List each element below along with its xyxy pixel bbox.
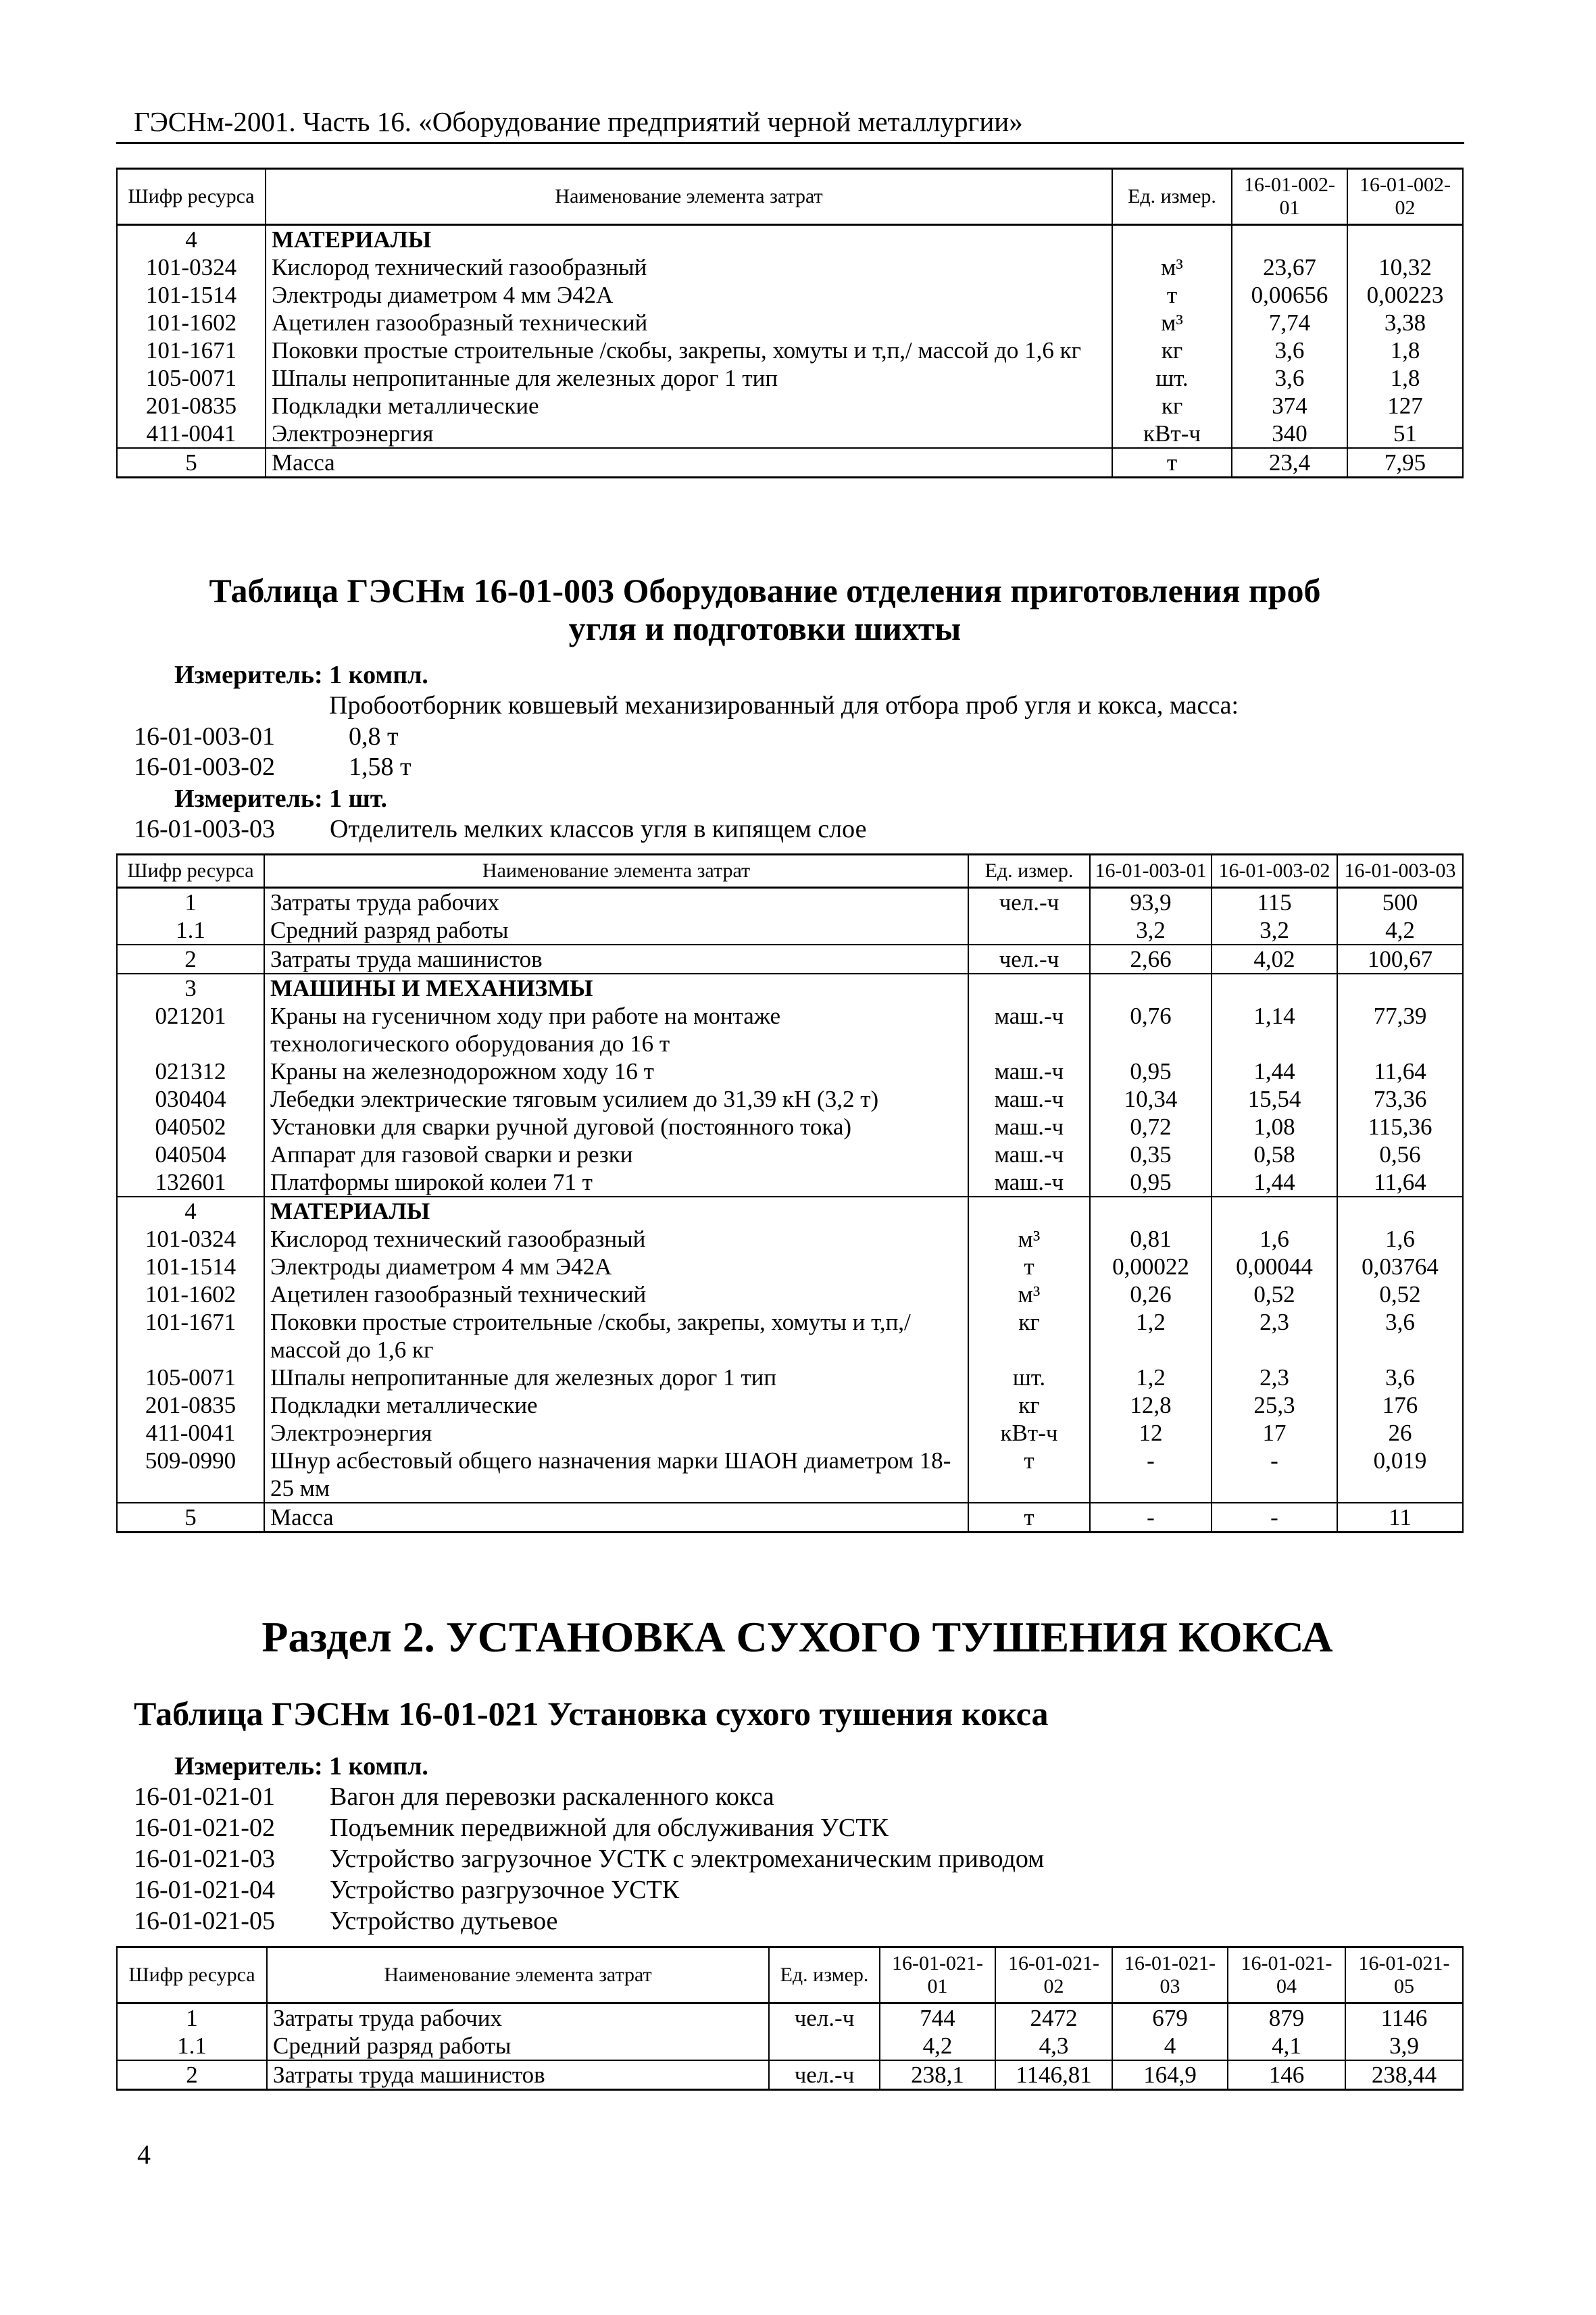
item-line: [134, 814, 866, 844]
cell-code: 5: [117, 1503, 264, 1533]
cell-value: 3,6: [1337, 1308, 1463, 1364]
cell-value: 1,2: [1090, 1364, 1212, 1391]
cell-value: 340: [1232, 420, 1347, 448]
table-row: [117, 1364, 1463, 1391]
cell-value: 0,81: [1090, 1225, 1212, 1253]
cell-value: -: [1090, 1503, 1212, 1533]
cell-unit: маш.-ч: [968, 1113, 1090, 1141]
cell-name: Краны на гусеничном ходу при работе на монтаже технологического оборудования до 16 т: [264, 1002, 968, 1057]
table-row: [117, 1168, 1463, 1197]
cell-code: 101-1514: [117, 281, 266, 309]
cell-value: 1,8: [1347, 337, 1463, 364]
item-code: 16-01-003-02: [134, 753, 275, 781]
cell-code: 101-1671: [117, 337, 266, 364]
table-description: Пробоотборник ковшевый механизированный для отбора проб угля и кокса, масса:: [329, 691, 1239, 720]
cell-name: Кислород технический газообразный: [264, 1225, 968, 1253]
item-text: Устройство дутьевое: [330, 1907, 558, 1935]
cell-unit: кг: [1112, 337, 1232, 364]
cell-value: 1146: [1345, 2003, 1463, 2033]
cell-name: Аппарат для газовой сварки и резки: [264, 1141, 968, 1168]
cell-value: [1212, 974, 1337, 1002]
cell-value: 1,44: [1212, 1057, 1337, 1085]
item-code: 16-01-021-03: [134, 1845, 275, 1873]
cell-unit: кг: [968, 1391, 1090, 1419]
cell-name: Платформы широкой колеи 71 т: [264, 1168, 968, 1197]
cell-value: 2,66: [1090, 945, 1212, 974]
table-row: [117, 1113, 1463, 1141]
table-row: [117, 1057, 1463, 1085]
cell-name: Средний разряд работы: [267, 2032, 769, 2060]
cell-name: Шнур асбестовый общего назначения марки ШАОН диаметром 18-25 мм: [264, 1447, 968, 1503]
cell-value: 3,6: [1232, 364, 1347, 392]
cell-name: Средний разряд работы: [264, 916, 968, 945]
cell-code: 132601: [117, 1168, 264, 1197]
cell-value: [1212, 1197, 1337, 1225]
cell-code: 030404: [117, 1085, 264, 1113]
item-line: [134, 752, 412, 782]
cell-name: Затраты труда рабочих: [264, 888, 968, 917]
table-row: [117, 945, 1463, 974]
item-text: Устройство загрузочное УСТК с электромеханическим приводом: [330, 1845, 1045, 1873]
col-header-norm: 16-01-021-02: [995, 1947, 1112, 2003]
cell-value: 73,36: [1337, 1085, 1463, 1113]
item-code: 16-01-003-03: [134, 815, 275, 843]
cell-value: 17: [1212, 1419, 1337, 1447]
cell-value: 0,95: [1090, 1057, 1212, 1085]
col-header-code: Шифр ресурса: [117, 169, 266, 225]
cell-unit: маш.-ч: [968, 1141, 1090, 1168]
cell-code: 3: [117, 974, 264, 1002]
table-row: [117, 225, 1463, 254]
item-text: Устройство разгрузочное УСТК: [330, 1876, 680, 1904]
cell-name: Электроэнергия: [264, 1419, 968, 1447]
cell-code: 411-0041: [117, 1419, 264, 1447]
cell-value: 11,64: [1337, 1057, 1463, 1085]
cell-code: 101-0324: [117, 253, 266, 281]
table-row: [117, 916, 1463, 945]
table-row: [117, 1447, 1463, 1503]
cell-value: 3,6: [1337, 1364, 1463, 1391]
col-header-norm: 16-01-021-04: [1228, 1947, 1345, 2003]
cell-unit: т: [1112, 448, 1232, 478]
cell-value: [1090, 1197, 1212, 1225]
cell-value: 238,44: [1345, 2060, 1463, 2090]
item-text: Вагон для перевозки раскаленного кокса: [330, 1783, 774, 1811]
cell-value: 3,2: [1090, 916, 1212, 945]
table-16-01-002: [116, 168, 1464, 478]
cell-value: 4,3: [995, 2032, 1112, 2060]
cell-name: Электроэнергия: [266, 420, 1112, 448]
cell-name: Затраты труда машинистов: [267, 2060, 769, 2090]
cell-value: 3,38: [1347, 309, 1463, 337]
table-row: [117, 1225, 1463, 1253]
cell-name: Масса: [266, 448, 1112, 478]
cell-unit: чел.-ч: [968, 888, 1090, 917]
cell-value: 1,6: [1212, 1225, 1337, 1253]
cell-unit: кг: [968, 1308, 1090, 1364]
cell-value: 744: [880, 2003, 995, 2033]
cell-value: 164,9: [1112, 2060, 1228, 2090]
cell-value: 4,1: [1228, 2032, 1345, 2060]
cell-name: Ацетилен газообразный технический: [266, 309, 1112, 337]
cell-name: Подкладки металлические: [266, 392, 1112, 420]
cell-value: [1337, 1197, 1463, 1225]
cell-value: 11,64: [1337, 1168, 1463, 1197]
cell-name: Краны на железнодорожном ходу 16 т: [264, 1057, 968, 1085]
cell-value: 0,56: [1337, 1141, 1463, 1168]
col-header-norm: 16-01-021-01: [880, 1947, 995, 2003]
table-row: [117, 281, 1463, 309]
item-line: [134, 1844, 1044, 1874]
table-row: [117, 1253, 1463, 1280]
table-row: [117, 1503, 1463, 1533]
item-code: 16-01-021-05: [134, 1907, 275, 1935]
cell-code: 021312: [117, 1057, 264, 1085]
cell-value: 0,019: [1337, 1447, 1463, 1503]
item-code: 16-01-021-02: [134, 1814, 275, 1842]
cell-name: Шпалы непропитанные для железных дорог 1 тип: [266, 364, 1112, 392]
cell-value: 1,08: [1212, 1113, 1337, 1141]
cell-code: 105-0071: [117, 1364, 264, 1391]
cell-unit: кг: [1112, 392, 1232, 420]
cell-value: 879: [1228, 2003, 1345, 2033]
cell-value: 7,74: [1232, 309, 1347, 337]
cell-unit: шт.: [1112, 364, 1232, 392]
cell-value: -: [1212, 1447, 1337, 1503]
table-row: [117, 2060, 1463, 2090]
item-line: [134, 1906, 557, 1936]
cell-name: Шпалы непропитанные для железных дорог 1 тип: [264, 1364, 968, 1391]
cell-name: Кислород технический газообразный: [266, 253, 1112, 281]
cell-code: 4: [117, 1197, 264, 1225]
cell-value: 10,34: [1090, 1085, 1212, 1113]
col-header-name: Наименование элемента затрат: [266, 169, 1112, 225]
cell-code: 040502: [117, 1113, 264, 1141]
item-text: 1,58 т: [349, 753, 412, 781]
cell-value: 4,02: [1212, 945, 1337, 974]
cell-value: 0,00656: [1232, 281, 1347, 309]
col-header-unit: Ед. измер.: [769, 1947, 880, 2003]
cell-code: 201-0835: [117, 1391, 264, 1419]
cell-value: 238,1: [880, 2060, 995, 2090]
cell-code: 4: [117, 225, 266, 254]
table-row: [117, 392, 1463, 420]
cell-unit: [968, 974, 1090, 1002]
item-line: [134, 1813, 889, 1843]
cell-value: 12: [1090, 1419, 1212, 1447]
measure-label: Измеритель: 1 компл.: [174, 661, 428, 689]
cell-value: [1347, 225, 1463, 254]
cell-code: 1.1: [117, 2032, 267, 2060]
cell-value: 0,00022: [1090, 1253, 1212, 1280]
cell-value: 0,52: [1337, 1280, 1463, 1308]
table-row: [117, 364, 1463, 392]
cell-code: 1: [117, 888, 264, 917]
cell-value: 1,6: [1337, 1225, 1463, 1253]
cell-unit: м³: [1112, 253, 1232, 281]
cell-value: 0,58: [1212, 1141, 1337, 1168]
cell-name: Установки для сварки ручной дуговой (постоянного тока): [264, 1113, 968, 1141]
item-text: Отделитель мелких классов угля в кипящем слое: [330, 815, 867, 843]
col-header-norm: 16-01-003-03: [1337, 855, 1463, 888]
cell-value: 127: [1347, 392, 1463, 420]
cell-value: 51: [1347, 420, 1463, 448]
table-row: [117, 888, 1463, 917]
cell-unit: маш.-ч: [968, 1085, 1090, 1113]
cell-unit: маш.-ч: [968, 1002, 1090, 1057]
cell-value: 12,8: [1090, 1391, 1212, 1419]
cell-value: 0,00044: [1212, 1253, 1337, 1280]
cell-value: 0,26: [1090, 1280, 1212, 1308]
cell-value: 23,67: [1232, 253, 1347, 281]
table-header-row: [117, 1947, 1463, 2003]
col-header-norm: 16-01-002-01: [1232, 169, 1347, 225]
cell-value: 146: [1228, 2060, 1345, 2090]
table-16-01-003: [116, 853, 1464, 1533]
cell-value: 1,2: [1090, 1308, 1212, 1364]
table-header-row: [117, 169, 1463, 225]
cell-name: Затраты труда машинистов: [264, 945, 968, 974]
cell-value: 4,2: [880, 2032, 995, 2060]
header-rule: [116, 142, 1464, 144]
table-row: [117, 1141, 1463, 1168]
cell-code: 105-0071: [117, 364, 266, 392]
col-header-code: Шифр ресурса: [117, 855, 264, 888]
cell-unit: [968, 916, 1090, 945]
cell-value: -: [1090, 1447, 1212, 1503]
cell-code: 201-0835: [117, 392, 266, 420]
cell-name: Затраты труда рабочих: [267, 2003, 769, 2033]
col-header-unit: Ед. измер.: [1112, 169, 1232, 225]
cell-code: 1: [117, 2003, 267, 2033]
table-row: [117, 1002, 1463, 1057]
cell-code: 101-0324: [117, 1225, 264, 1253]
item-code: 16-01-021-01: [134, 1783, 275, 1811]
cell-unit: чел.-ч: [769, 2060, 880, 2090]
col-header-norm: 16-01-021-03: [1112, 1947, 1228, 2003]
col-header-norm: 16-01-003-02: [1212, 855, 1337, 888]
cell-unit: т: [1112, 281, 1232, 309]
table-row: [117, 1197, 1463, 1225]
item-line: [134, 1875, 679, 1905]
cell-unit: [1112, 225, 1232, 254]
table-body: [117, 888, 1463, 1533]
table-row: [117, 420, 1463, 448]
cell-value: 0,35: [1090, 1141, 1212, 1168]
cell-value: 1146,81: [995, 2060, 1112, 2090]
cell-unit: шт.: [968, 1364, 1090, 1391]
table-row: [117, 1391, 1463, 1419]
cell-value: [1090, 974, 1212, 1002]
cell-code: 1.1: [117, 916, 264, 945]
cell-value: 0,00223: [1347, 281, 1463, 309]
cell-value: 100,67: [1337, 945, 1463, 974]
table-row: [117, 1308, 1463, 1364]
cell-code: 2: [117, 945, 264, 974]
col-header-code: Шифр ресурса: [117, 1947, 267, 2003]
cell-value: 7,95: [1347, 448, 1463, 478]
cell-value: 0,52: [1212, 1280, 1337, 1308]
cell-code: 101-1602: [117, 1280, 264, 1308]
table-row: [117, 253, 1463, 281]
cell-unit: м³: [968, 1280, 1090, 1308]
cell-value: 0,95: [1090, 1168, 1212, 1197]
section-title: Раздел 2. УСТАНОВКА СУХОГО ТУШЕНИЯ КОКСА: [261, 1613, 1333, 1661]
cell-code: 5: [117, 448, 266, 478]
cell-value: 1,8: [1347, 364, 1463, 392]
cell-value: -: [1212, 1503, 1337, 1533]
cell-code: 2: [117, 2060, 267, 2090]
cell-name: Масса: [264, 1503, 968, 1533]
cell-name: Лебедки электрические тяговым усилием до 31,39 кН (3,2 т): [264, 1085, 968, 1113]
col-header-norm: 16-01-021-05: [1345, 1947, 1463, 2003]
measure-label: Измеритель: 1 шт.: [174, 785, 388, 813]
cell-value: 26: [1337, 1419, 1463, 1447]
cell-value: [1232, 225, 1347, 254]
cell-unit: маш.-ч: [968, 1057, 1090, 1085]
cell-value: 2,3: [1212, 1364, 1337, 1391]
cell-code: 101-1514: [117, 1253, 264, 1280]
cell-value: 2,3: [1212, 1308, 1337, 1364]
cell-unit: кВт-ч: [1112, 420, 1232, 448]
cell-value: 1,44: [1212, 1168, 1337, 1197]
table-row: [117, 2032, 1463, 2060]
cell-value: 374: [1232, 392, 1347, 420]
cell-code: 101-1602: [117, 309, 266, 337]
cell-value: 176: [1337, 1391, 1463, 1419]
cell-value: 115: [1212, 888, 1337, 917]
item-code: 16-01-003-01: [134, 722, 275, 751]
cell-unit: т: [968, 1253, 1090, 1280]
table-row: [117, 1280, 1463, 1308]
cell-value: 2472: [995, 2003, 1112, 2033]
cell-value: 1,14: [1212, 1002, 1337, 1057]
cell-unit: [968, 1197, 1090, 1225]
cell-unit: [769, 2032, 880, 2060]
cell-code: 021201: [117, 1002, 264, 1057]
page-number: 4: [137, 2139, 151, 2170]
cell-code: 101-1671: [117, 1308, 264, 1364]
cell-unit: маш.-ч: [968, 1168, 1090, 1197]
table-body: [117, 225, 1463, 478]
cell-code: 411-0041: [117, 420, 266, 448]
cell-name: Поковки простые строительные /скобы, закрепы, хомуты и т,п,/ массой до 1,6 кг: [266, 337, 1112, 364]
cell-value: 500: [1337, 888, 1463, 917]
cell-value: 23,4: [1232, 448, 1347, 478]
table-row: [117, 2003, 1463, 2033]
cell-value: 4,2: [1337, 916, 1463, 945]
col-header-name: Наименование элемента затрат: [267, 1947, 769, 2003]
cell-unit: чел.-ч: [968, 945, 1090, 974]
cell-name: Электроды диаметром 4 мм Э42А: [264, 1253, 968, 1280]
cell-value: 3,2: [1212, 916, 1337, 945]
cell-unit: т: [968, 1503, 1090, 1533]
cell-value: 77,39: [1337, 1002, 1463, 1057]
cell-code: 509-0990: [117, 1447, 264, 1503]
cell-value: 93,9: [1090, 888, 1212, 917]
cell-value: [1337, 974, 1463, 1002]
cell-value: 115,36: [1337, 1113, 1463, 1141]
cell-value: 3,6: [1232, 337, 1347, 364]
col-header-norm: 16-01-002-02: [1347, 169, 1463, 225]
cell-value: 0,03764: [1337, 1253, 1463, 1280]
cell-value: 0,72: [1090, 1113, 1212, 1141]
cell-name: МАТЕРИАЛЫ: [266, 225, 1112, 254]
page-header: ГЭСНм-2001. Часть 16. «Оборудование предприятий черной металлургии»: [134, 106, 1023, 137]
cell-value: 25,3: [1212, 1391, 1337, 1419]
table-row: [117, 1085, 1463, 1113]
cell-value: 15,54: [1212, 1085, 1337, 1113]
cell-value: 679: [1112, 2003, 1228, 2033]
cell-unit: м³: [968, 1225, 1090, 1253]
cell-name: Электроды диаметром 4 мм Э42А: [266, 281, 1112, 309]
table-header-row: [117, 855, 1463, 888]
table-title: Таблица ГЭСНм 16-01-003 Оборудование отделения приготовления проб угля и подготовки шихты: [209, 572, 1321, 647]
table-16-01-021: [116, 1946, 1464, 2091]
table-row: [117, 448, 1463, 478]
cell-name: Ацетилен газообразный технический: [264, 1280, 968, 1308]
cell-value: 3,9: [1345, 2032, 1463, 2060]
item-code: 16-01-021-04: [134, 1876, 275, 1904]
cell-unit: чел.-ч: [769, 2003, 880, 2033]
table-row: [117, 337, 1463, 364]
cell-code: 040504: [117, 1141, 264, 1168]
cell-unit: т: [968, 1447, 1090, 1503]
cell-name: МАШИНЫ И МЕХАНИЗМЫ: [264, 974, 968, 1002]
item-line: [134, 722, 399, 751]
item-text: 0,8 т: [349, 722, 399, 751]
table-body: [117, 2003, 1463, 2090]
cell-value: 0,76: [1090, 1002, 1212, 1057]
col-header-unit: Ед. измер.: [968, 855, 1090, 888]
col-header-norm: 16-01-003-01: [1090, 855, 1212, 888]
col-header-name: Наименование элемента затрат: [264, 855, 968, 888]
measure-label: Измеритель: 1 компл.: [174, 1752, 428, 1781]
cell-value: 11: [1337, 1503, 1463, 1533]
cell-value: 10,32: [1347, 253, 1463, 281]
table-row: [117, 309, 1463, 337]
cell-unit: кВт-ч: [968, 1419, 1090, 1447]
cell-name: МАТЕРИАЛЫ: [264, 1197, 968, 1225]
table-title: Таблица ГЭСНм 16-01-021 Установка сухого тушения кокса: [134, 1695, 1049, 1733]
table-row: [117, 974, 1463, 1002]
table-row: [117, 1419, 1463, 1447]
item-line: [134, 1782, 774, 1812]
cell-name: Подкладки металлические: [264, 1391, 968, 1419]
item-text: Подъемник передвижной для обслуживания УСТК: [330, 1814, 889, 1842]
cell-value: 4: [1112, 2032, 1228, 2060]
cell-unit: м³: [1112, 309, 1232, 337]
cell-name: Поковки простые строительные /скобы, закрепы, хомуты и т,п,/ массой до 1,6 кг: [264, 1308, 968, 1364]
